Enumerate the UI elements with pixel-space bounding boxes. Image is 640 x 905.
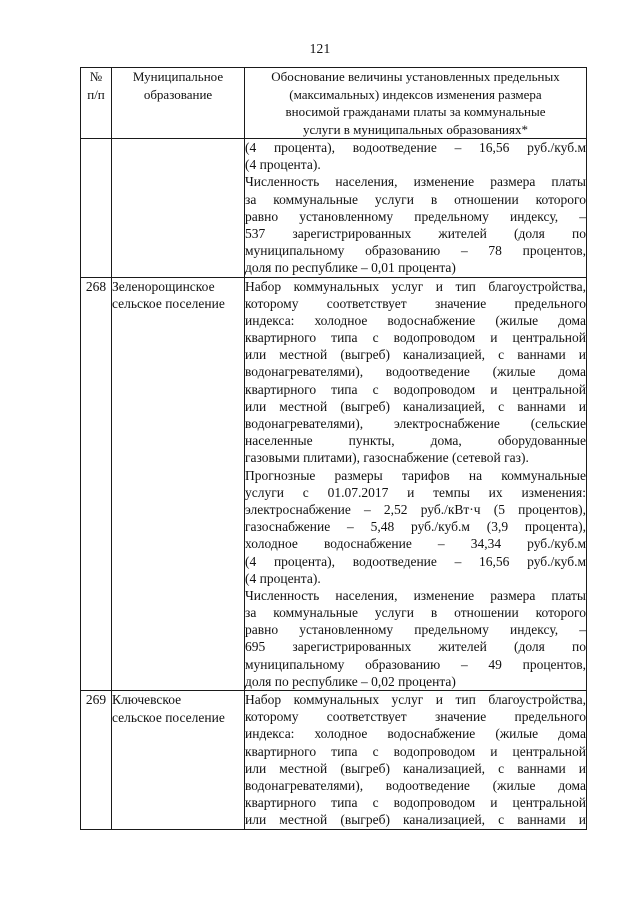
municipality-cell [112, 691, 245, 830]
text-line: населенные пункты, дома, оборудованные [245, 433, 586, 449]
page-number: 121 [309, 41, 331, 56]
text-line: которому соответствует значение предельного [245, 709, 586, 725]
municipality-name-line: сельское поселение [112, 296, 225, 311]
text-line: равно установленному предельному индексу, – [245, 208, 586, 224]
text-line: Набор коммунальных услуг и тип благоустройства, [245, 278, 586, 294]
text-line: газовыми плитами), газоснабжение (сетевой газ). [245, 450, 529, 466]
text-line: (4 процента), водоотведение – 16,56 руб./куб.м [245, 140, 586, 155]
justification-cell [245, 691, 587, 830]
table-body [81, 139, 587, 830]
text-line: индекса: холодное водоснабжение (жилые дома [245, 726, 586, 742]
justification-paragraph [245, 691, 586, 829]
header-justification-line: (максимальных) индексов изменения размера [289, 86, 542, 102]
text-line: (4 процента). [245, 157, 321, 173]
tariff-index-table [80, 67, 587, 830]
header-num-line: п/п [87, 86, 105, 102]
row-number: 269 [81, 691, 112, 830]
header-municipality-line: образование [143, 86, 213, 102]
justification-paragraph [245, 173, 586, 276]
text-line: водонагревателями), водоотведение (жилые дома [245, 364, 586, 380]
text-line: доля по республике – 0,01 процента) [245, 260, 456, 276]
justification-cell [245, 139, 587, 278]
text-line: Прогнозные размеры тарифов на коммунальные [245, 467, 586, 483]
row-number: 268 [81, 277, 112, 691]
text-line: квартирного типа с водопроводом и центральной [245, 743, 586, 759]
header-justification-line: вносимой гражданами платы за коммунальные [285, 104, 546, 119]
text-line: муниципальному образованию – 49 процентов, [245, 656, 586, 672]
table-row [81, 277, 587, 691]
table-header-row [81, 68, 587, 139]
text-line: или местной (выгреб) канализацией, с ваннами и [245, 398, 586, 414]
text-line: за коммунальные услуги в отношении которого [245, 605, 586, 621]
text-line: которому соответствует значение предельного [245, 295, 586, 311]
text-line: квартирного типа с водопроводом и центральной [245, 795, 586, 811]
municipality-name-line: Зеленорощинское [112, 278, 215, 294]
header-municipality [112, 68, 245, 139]
text-line: доля по республике – 0,02 процента) [245, 673, 456, 689]
municipality-name-line: сельское поселение [112, 709, 225, 725]
municipality-cell [112, 139, 245, 278]
text-line: Набор коммунальных услуг и тип благоустройства, [245, 692, 586, 707]
table-row [81, 139, 587, 278]
header-justification-line: услуги в муниципальных образованиях* [302, 121, 528, 137]
text-line: Численность населения, изменение размера платы [245, 587, 586, 603]
text-line: водонагревателями), электроснабжение (сельские [245, 416, 586, 431]
text-line: услуги с 01.07.2017 и темпы их изменения: [245, 484, 586, 500]
header-justification [245, 68, 587, 139]
text-line: или местной (выгреб) канализацией, с ваннами и [245, 760, 586, 776]
justification-paragraph [245, 139, 586, 173]
justification-cell [245, 277, 587, 691]
municipality-cell [112, 277, 245, 691]
header-municipality-line: Муниципальное [132, 69, 224, 84]
text-line: 695 зарегистрированных жителей (доля по [245, 639, 586, 655]
text-line: газоснабжение – 5,48 руб./куб.м (3,9 процента), [245, 519, 586, 535]
table-row [81, 691, 587, 830]
municipality-name-line: Ключевское [112, 692, 182, 707]
justification-paragraph [245, 587, 586, 690]
text-line: равно установленному предельному индексу, – [245, 622, 586, 638]
row-number [81, 139, 112, 278]
text-line: квартирного типа с водопроводом и центральной [245, 381, 586, 397]
text-line: или местной (выгреб) канализацией, с ваннами и [245, 812, 586, 828]
header-num-line: № [89, 69, 103, 84]
text-line: индекса: холодное водоснабжение (жилые дома [245, 312, 586, 328]
justification-paragraph [245, 467, 586, 587]
text-line: (4 процента). [245, 570, 321, 586]
text-line: (4 процента), водоотведение – 16,56 руб./куб.м [245, 553, 586, 569]
text-line: муниципальному образованию – 78 процентов, [245, 243, 586, 259]
text-line: электроснабжение – 2,52 руб./кВт·ч (5 процентов), [245, 501, 586, 517]
justification-paragraph [245, 278, 586, 467]
header-num [81, 68, 112, 139]
header-justification-line: Обоснование величины установленных предельных [271, 69, 560, 84]
text-line: водонагревателями), водоотведение (жилые дома [245, 777, 586, 793]
text-line: квартирного типа с водопроводом и центральной [245, 330, 586, 346]
text-line: 537 зарегистрированных жителей (доля по [245, 225, 586, 241]
text-line: холодное водоснабжение – 34,34 руб./куб.м [245, 536, 586, 552]
text-line: Численность населения, изменение размера платы [245, 174, 586, 190]
text-line: или местной (выгреб) канализацией, с ваннами и [245, 347, 586, 363]
text-line: за коммунальные услуги в отношении которого [245, 191, 586, 207]
